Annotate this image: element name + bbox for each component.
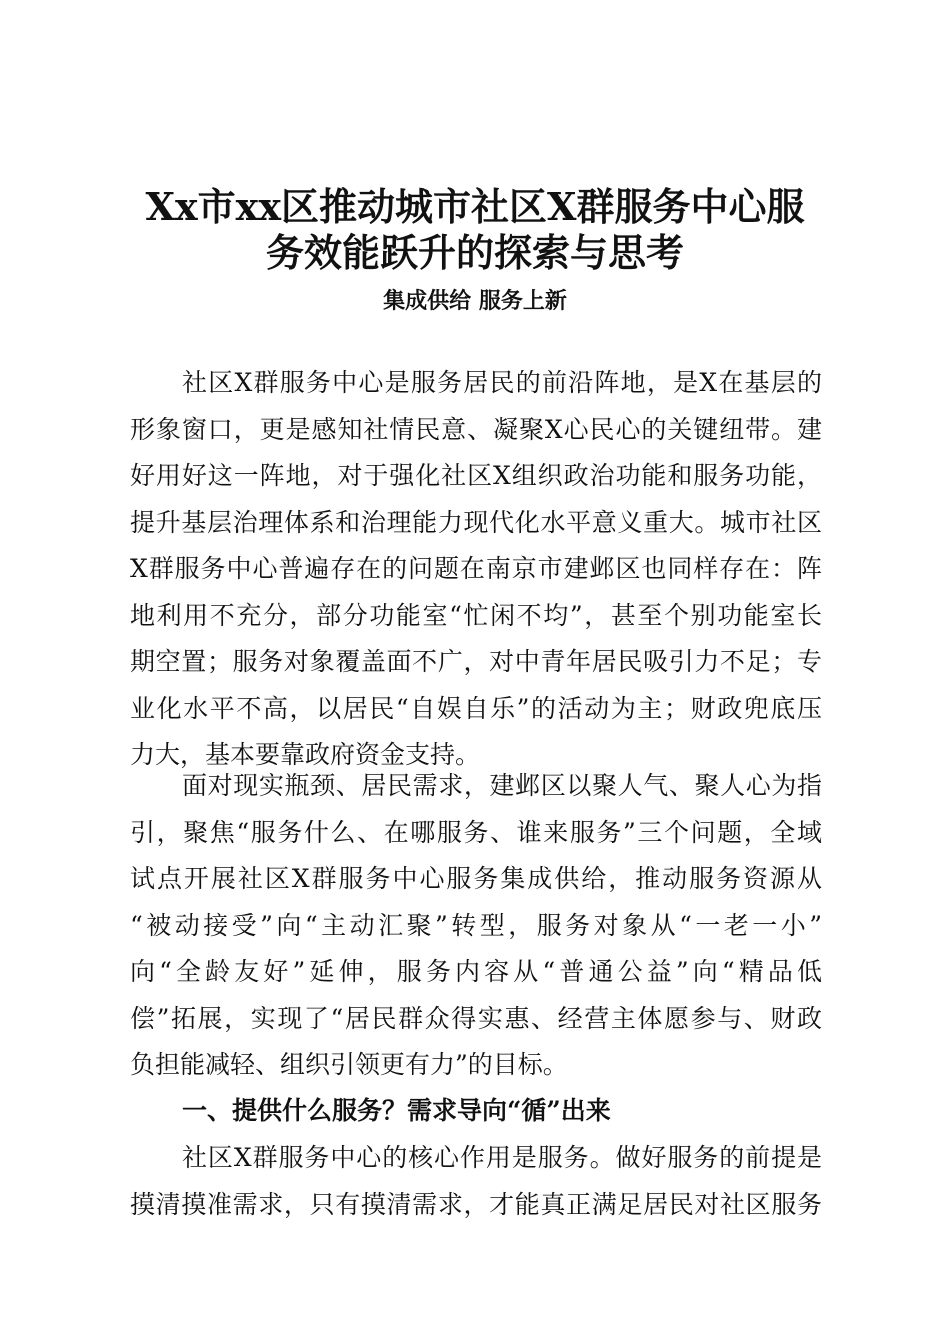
document-title-line-2: 务效能跃升的探索与思考: [265, 230, 684, 275]
paragraph-line: 负担能减轻、组织引领更有力”的目标。: [130, 1050, 568, 1079]
paragraph-line: 好用好这一阵地，对于强化社区X组织政治功能和服务功能，: [130, 461, 822, 490]
paragraph-line: 业化水平不高，以居民“自娱自乐”的活动为主；财政兜底压: [130, 693, 822, 723]
paragraph-line: 地利用不充分，部分功能室“忙闲不均”，甚至个别功能室长: [130, 600, 822, 630]
paragraph-line: 形象窗口，更是感知社情民意、凝聚X心民心的关键纽带。建: [130, 414, 822, 444]
paragraph-line: X群服务中心普遍存在的问题在南京市建邺区也同样存在：阵: [130, 554, 822, 583]
document-title-line-1: Xx市xx区推动城市社区X群服务中心服: [145, 184, 805, 229]
paragraph-line: 摸清摸准需求，只有摸清需求，才能真正满足居民对社区服务: [130, 1189, 822, 1219]
paragraph-line: 提升基层治理体系和治理能力现代化水平意义重大。城市社区: [130, 507, 822, 537]
document-subtitle: 集成供给 服务上新: [383, 288, 567, 314]
section-heading-1: 一、提供什么服务？需求导向“循”出来: [182, 1096, 611, 1125]
paragraph-line: “被动接受”向“主动汇聚”转型，服务对象从“一老一小”: [130, 910, 822, 940]
paragraph-line: 力大，基本要靠政府资金支持。: [130, 740, 481, 769]
paragraph-line: 偿”拓展，实现了“居民群众得实惠、经营主体愿参与、财政: [130, 1003, 822, 1033]
paragraph-line: 社区X群服务中心是服务居民的前沿阵地，是X在基层的: [182, 368, 822, 397]
paragraph-line: 引，聚焦“服务什么、在哪服务、谁来服务”三个问题，全域: [130, 817, 822, 847]
paragraph-line: 面对现实瓶颈、居民需求，建邺区以聚人气、聚人心为指: [182, 771, 822, 800]
paragraph-line: 期空置；服务对象覆盖面不广，对中青年居民吸引力不足；专: [130, 647, 822, 676]
paragraph-line: 试点开展社区X群服务中心服务集成供给，推动服务资源从: [130, 864, 822, 893]
paragraph-line: 社区X群服务中心的核心作用是服务。做好服务的前提是: [182, 1143, 822, 1172]
paragraph-line: 向“全龄友好”延伸，服务内容从“普通公益”向“精品低: [130, 957, 822, 986]
